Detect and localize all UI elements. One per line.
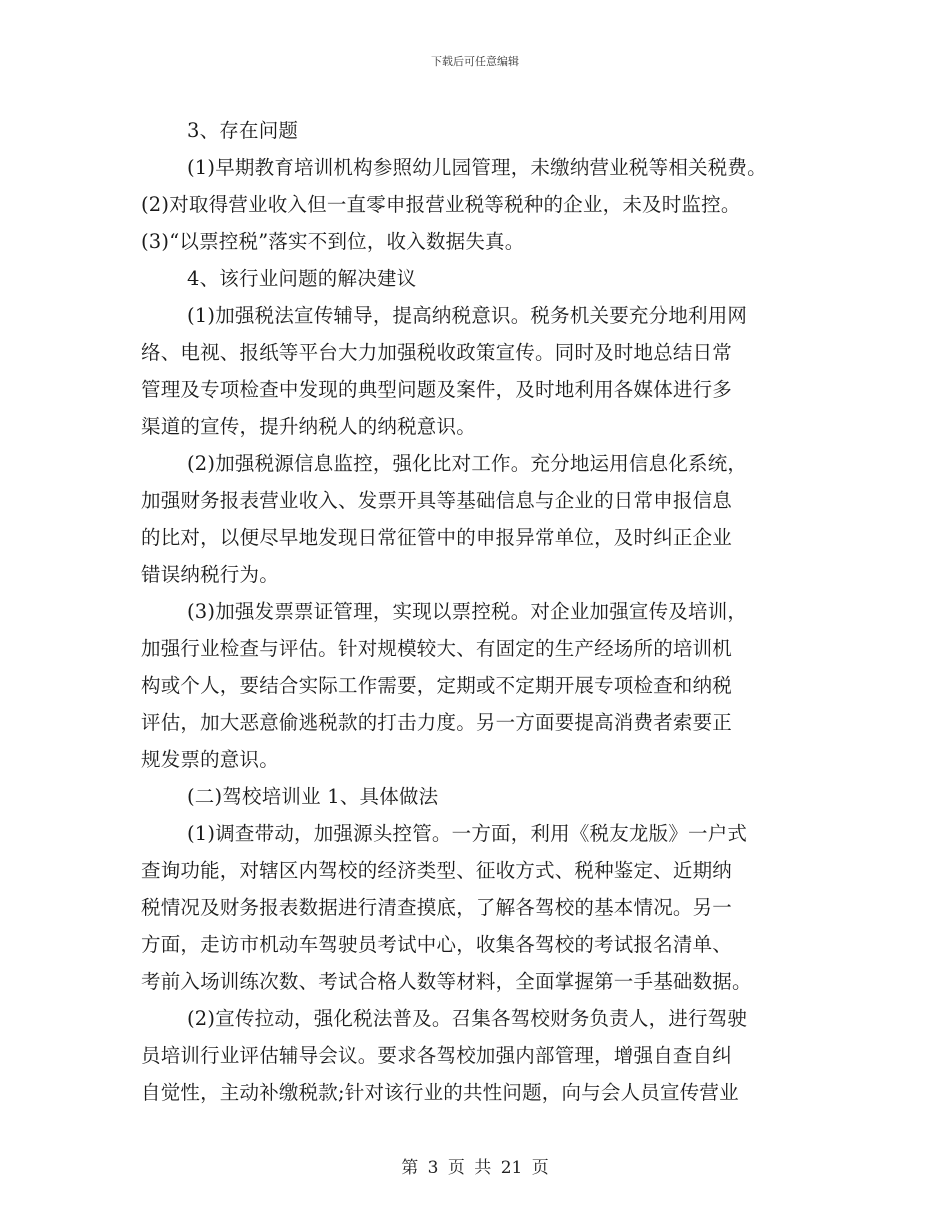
text-line: (二)驾校培训业 1、具体做法: [187, 785, 439, 808]
text-line: 加强财务报表营业收入、发票开具等基础信息与企业的日常申报信息: [141, 489, 733, 512]
text-line: (1)加强税法宣传辅导，提高纳税意识。税务机关要充分地利用网: [187, 304, 748, 327]
text-line: 络、电视、报纸等平台大力加强税收政策宣传。同时及时地总结日常: [141, 341, 733, 364]
text-line: 评估，加大恶意偷逃税款的打击力度。另一方面要提高消费者索要正: [141, 711, 733, 734]
text-line: 渠道的宣传，提升纳税人的纳税意识。: [141, 415, 476, 438]
text-line: 错误纳税行为。: [141, 563, 279, 586]
document-body: [141, 112, 821, 1111]
text-line: 规发票的意识。: [141, 748, 279, 771]
text-line: 构或个人，要结合实际工作需要，定期或不定期开展专项检查和纳税: [141, 674, 733, 697]
page-footer: 第 3 页 共 21 页: [401, 1158, 549, 1178]
text-line: 4、该行业问题的解决建议: [187, 267, 417, 290]
text-line: (3)“以票控税”落实不到位，收入数据失真。: [141, 230, 525, 253]
text-line: (2)对取得营业收入但一直零申报营业税等税种的企业，未及时监控。: [141, 193, 741, 216]
text-line: 查询功能，对辖区内驾校的经济类型、征收方式、税种鉴定、近期纳: [141, 859, 733, 882]
text-line: 3、存在问题: [187, 119, 299, 142]
text-line: 税情况及财务报表数据进行清查摸底，了解各驾校的基本情况。另一: [141, 896, 733, 919]
text-line: 加强行业检查与评估。针对规模较大、有固定的生产经场所的培训机: [141, 637, 733, 660]
text-line: (3)加强发票票证管理，实现以票控税。对企业加强宣传及培训，: [187, 600, 748, 623]
text-line: (2)加强税源信息监控，强化比对工作。充分地运用信息化系统，: [187, 452, 748, 475]
text-line: 方面，走访市机动车驾驶员考试中心，收集各驾校的考试报名清单、: [141, 933, 733, 956]
page-header-note: 下载后可任意编辑: [431, 55, 519, 68]
text-line: (2)宣传拉动，强化税法普及。召集各驾校财务负责人，进行驾驶: [187, 1007, 748, 1030]
text-line: (1)早期教育培训机构参照幼儿园管理，未缴纳营业税等相关税费。: [187, 156, 767, 179]
text-line: 自觉性，主动补缴税款;针对该行业的共性问题，向与会人员宣传营业: [141, 1081, 739, 1104]
text-line: 员培训行业评估辅导会议。要求各驾校加强内部管理，增强自查自纠: [141, 1044, 733, 1067]
text-line: 的比对，以便尽早地发现日常征管中的申报异常单位，及时纠正企业: [141, 526, 733, 549]
text-line: 考前入场训练次数、考试合格人数等材料，全面掌握第一手基础数据。: [141, 970, 752, 993]
text-line: (1)调查带动，加强源头控管。一方面，利用《税友龙版》一户式: [187, 822, 748, 845]
text-line: 管理及专项检查中发现的典型问题及案件，及时地利用各媒体进行多: [141, 378, 733, 401]
